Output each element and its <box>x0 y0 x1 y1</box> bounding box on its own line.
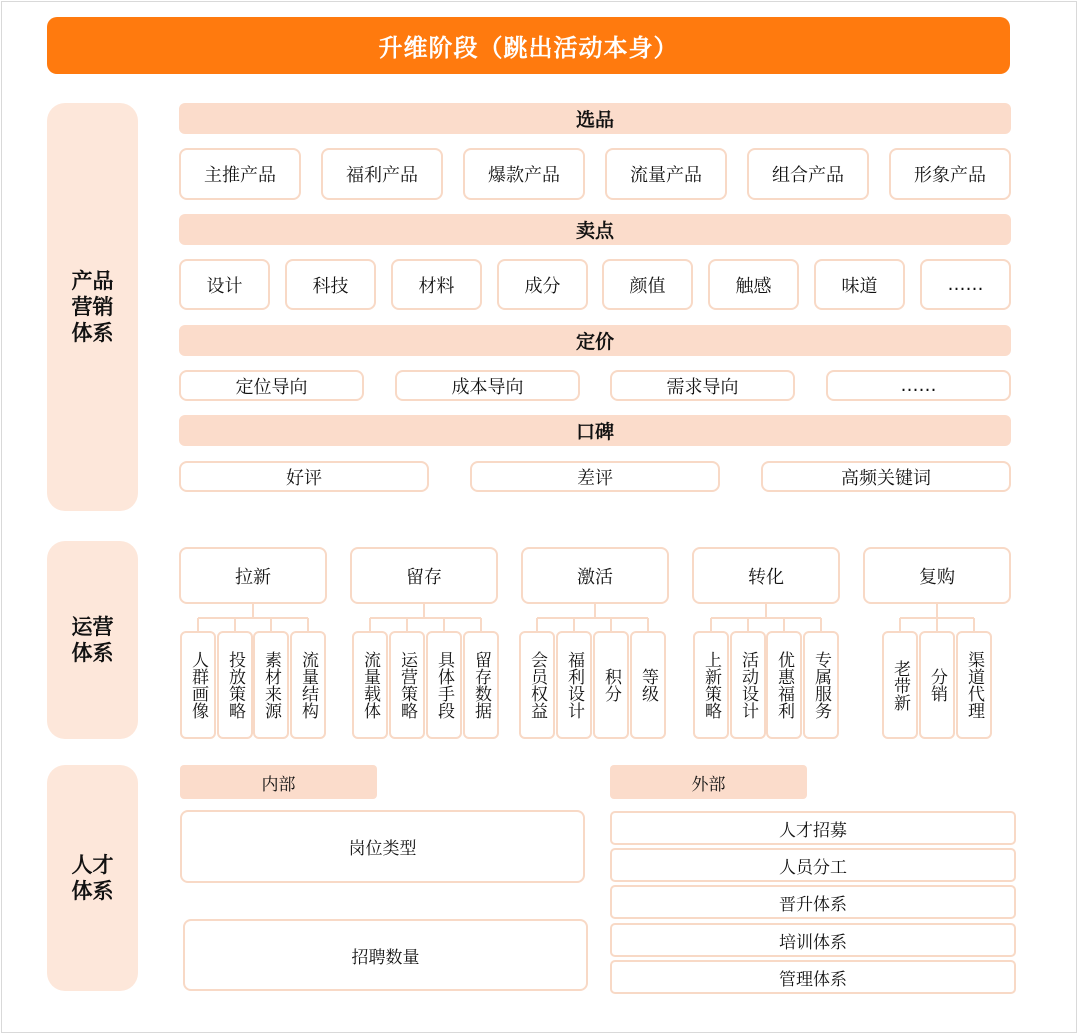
label-line: 体系 <box>71 641 114 665</box>
pricing-item: …… <box>826 370 1011 401</box>
label-line: 人才 <box>71 853 114 877</box>
selection-header: 选品 <box>179 103 1011 134</box>
label-line: 运营 <box>71 615 114 639</box>
selection-item: 福利产品 <box>321 148 443 200</box>
pricing-header: 定价 <box>179 325 1011 356</box>
talent-external-item: 培训体系 <box>610 923 1016 957</box>
ops-group-activate: 激活 <box>521 547 669 604</box>
ops-item: 流量结构 <box>290 631 326 739</box>
ops-item: 流量载体 <box>352 631 388 739</box>
selection-item: 组合产品 <box>747 148 869 200</box>
talent-external-item: 晋升体系 <box>610 885 1016 919</box>
reputation-item: 好评 <box>179 461 429 492</box>
selection-item: 流量产品 <box>605 148 727 200</box>
talent-external-item: 人才招募 <box>610 811 1016 845</box>
reputation-header: 口碑 <box>179 415 1011 446</box>
ops-item: 专属服务 <box>803 631 839 739</box>
ops-item: 具体手段 <box>426 631 462 739</box>
ops-item: 等级 <box>630 631 666 739</box>
pricing-item: 成本导向 <box>395 370 580 401</box>
ops-item: 优惠福利 <box>766 631 802 739</box>
selling-point-item: 设计 <box>179 259 270 310</box>
ops-item: 人群画像 <box>180 631 216 739</box>
ops-item: 老带新 <box>882 631 918 739</box>
ops-item: 福利设计 <box>556 631 592 739</box>
selling-point-item: 味道 <box>814 259 905 310</box>
section-label-talent <box>47 765 138 991</box>
selection-item: 爆款产品 <box>463 148 585 200</box>
ops-item: 投放策略 <box>217 631 253 739</box>
reputation-item: 差评 <box>470 461 720 492</box>
ops-item: 分销 <box>919 631 955 739</box>
ops-item: 活动设计 <box>730 631 766 739</box>
reputation-item: 高频关键词 <box>761 461 1011 492</box>
ops-item: 运营策略 <box>389 631 425 739</box>
talent-internal-header: 内部 <box>180 765 377 799</box>
ops-group-repurchase: 复购 <box>863 547 1011 604</box>
talent-external-item: 人员分工 <box>610 848 1016 882</box>
ops-item: 留存数据 <box>463 631 499 739</box>
ops-group-retain: 留存 <box>350 547 498 604</box>
selling-points-header: 卖点 <box>179 214 1011 245</box>
ops-item: 会员权益 <box>519 631 555 739</box>
selling-point-item: 科技 <box>285 259 376 310</box>
ops-item: 上新策略 <box>693 631 729 739</box>
pricing-item: 定位导向 <box>179 370 364 401</box>
label-line: 产品 <box>71 269 114 293</box>
selling-point-item: 触感 <box>708 259 799 310</box>
talent-internal-item: 岗位类型 <box>180 810 585 883</box>
label-line: 营销 <box>71 295 114 319</box>
ops-item: 素材来源 <box>253 631 289 739</box>
label-line: 体系 <box>71 879 114 903</box>
selling-point-item: 成分 <box>497 259 588 310</box>
ops-item: 积分 <box>593 631 629 739</box>
selection-item: 形象产品 <box>889 148 1011 200</box>
talent-external-header: 外部 <box>610 765 807 799</box>
pricing-item: 需求导向 <box>610 370 795 401</box>
selling-point-item: 材料 <box>391 259 482 310</box>
selection-item: 主推产品 <box>179 148 301 200</box>
diagram-title: 升维阶段（跳出活动本身） <box>47 17 1010 74</box>
talent-external-item: 管理体系 <box>610 960 1016 994</box>
label-line: 体系 <box>71 321 114 345</box>
ops-item: 渠道代理 <box>956 631 992 739</box>
selling-point-item: …… <box>920 259 1011 310</box>
selling-point-item: 颜值 <box>602 259 693 310</box>
ops-group-acquire: 拉新 <box>179 547 327 604</box>
ops-group-convert: 转化 <box>692 547 840 604</box>
talent-internal-item: 招聘数量 <box>183 919 588 991</box>
